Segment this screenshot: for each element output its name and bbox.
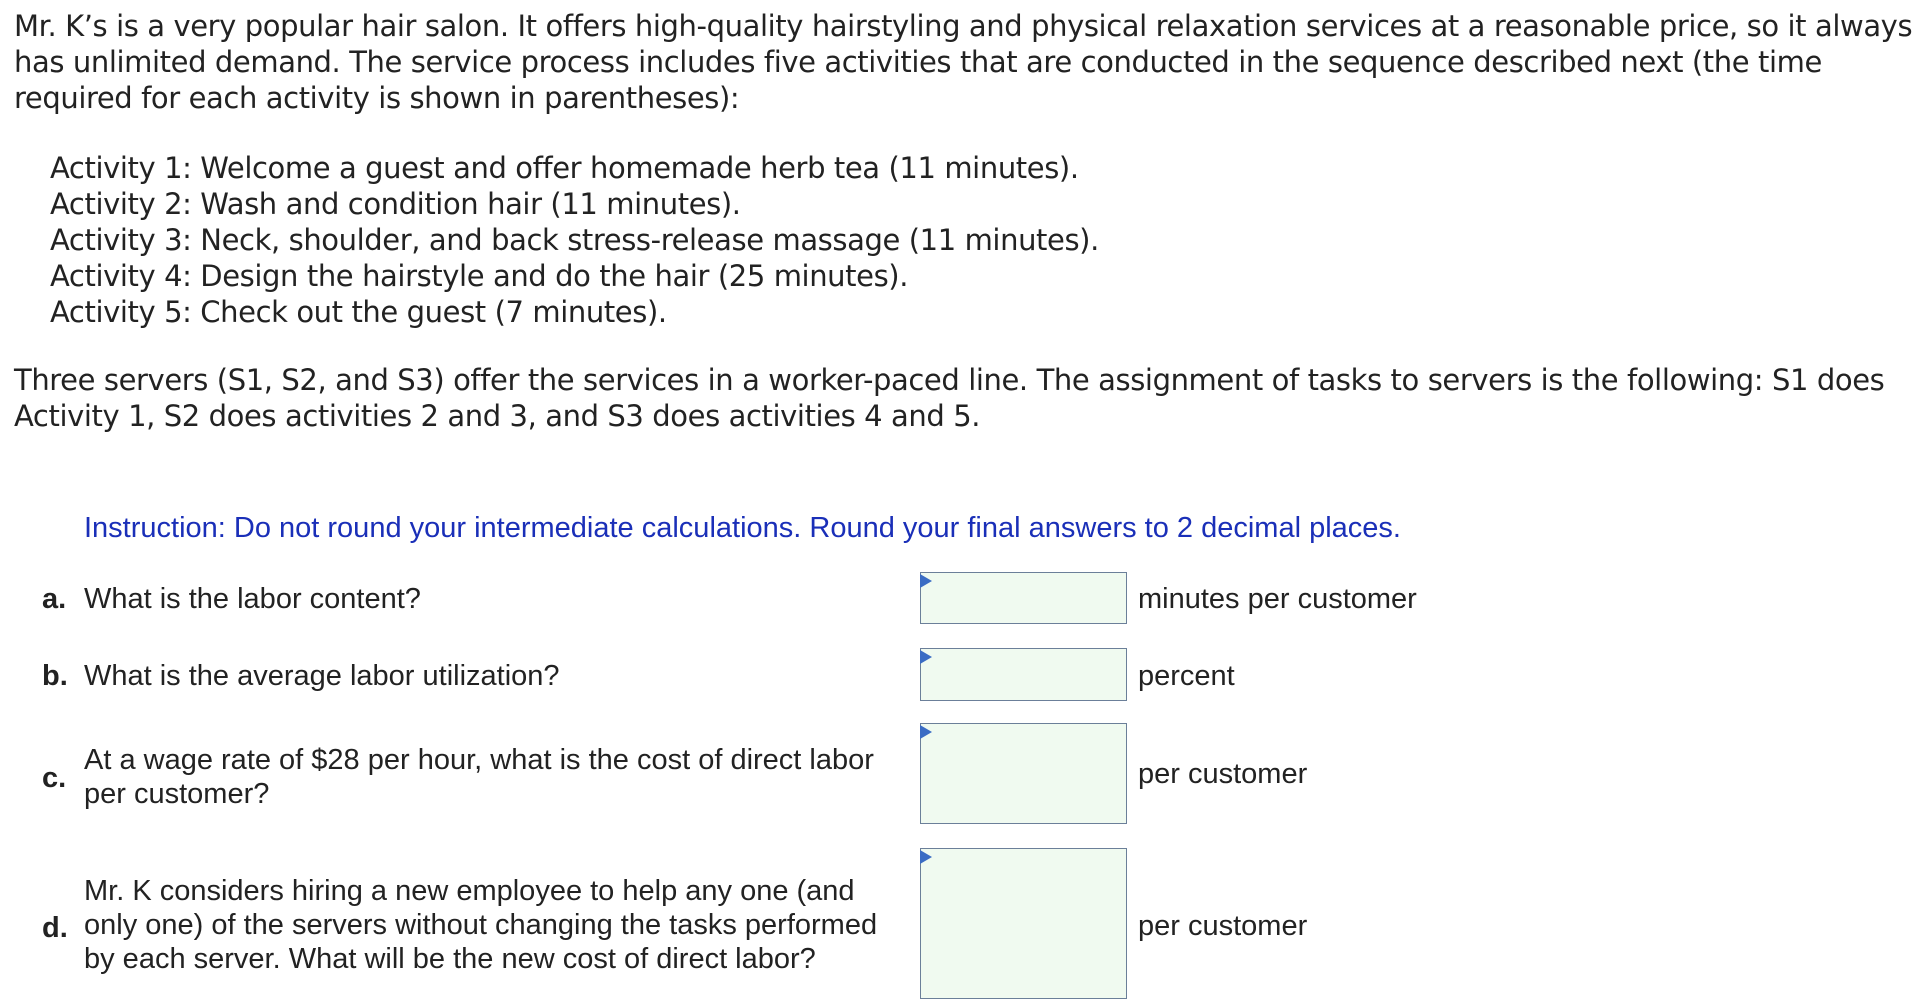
activity-item-4: Activity 4: Design the hairstyle and do the hair (25 minutes). bbox=[50, 259, 909, 293]
answer-box-b[interactable] bbox=[920, 648, 1127, 701]
question-a-letter: a. bbox=[42, 583, 67, 615]
activity-item-5: Activity 5: Check out the guest (7 minutes). bbox=[50, 295, 667, 329]
activity-item-1: Activity 1: Welcome a guest and offer homemade herb tea (11 minutes). bbox=[50, 151, 1079, 185]
flag-icon bbox=[920, 574, 932, 588]
answer-input-a[interactable] bbox=[921, 573, 1126, 623]
answer-box-c[interactable] bbox=[920, 723, 1127, 824]
activity-item-2: Activity 2: Wash and condition hair (11 minutes). bbox=[50, 187, 741, 221]
unit-c: per customer bbox=[1138, 758, 1308, 790]
unit-b: percent bbox=[1138, 660, 1235, 692]
activity-list bbox=[50, 150, 1099, 330]
question-d-letter: d. bbox=[42, 912, 68, 944]
answer-input-d[interactable] bbox=[921, 849, 1126, 998]
question-b-text: What is the average labor utilization? bbox=[84, 660, 560, 692]
unit-d: per customer bbox=[1138, 910, 1308, 942]
answer-input-b[interactable] bbox=[921, 649, 1126, 700]
answer-box-a[interactable] bbox=[920, 572, 1127, 624]
answer-box-d[interactable] bbox=[920, 848, 1127, 999]
question-c-text: At a wage rate of $28 per hour, what is the cost of direct labor per customer? bbox=[84, 744, 874, 810]
question-a-text: What is the labor content? bbox=[84, 583, 421, 615]
answer-input-c[interactable] bbox=[921, 724, 1126, 823]
problem-intro: Mr. K’s is a very popular hair salon. It offers high-quality hairstyling and physical relaxation services at a reasonable price, so it always has unlimited demand. The service process includes five activities that are conducted in the sequence described next (the time required for each activity is shown in parentheses): bbox=[14, 9, 1913, 115]
instruction-text: Instruction: Do not round your intermediate calculations. Round your final answers to 2 decimal places. bbox=[84, 512, 1401, 544]
question-c-letter: c. bbox=[42, 762, 67, 794]
question-d-text: Mr. K considers hiring a new employee to help any one (and only one) of the servers without changing the tasks performed by each server. What will be the new cost of direct labor? bbox=[84, 875, 878, 975]
unit-a: minutes per customer bbox=[1138, 583, 1417, 615]
flag-icon bbox=[920, 725, 932, 739]
activity-item-3: Activity 3: Neck, shoulder, and back stress-release massage (11 minutes). bbox=[50, 223, 1099, 257]
servers-description: Three servers (S1, S2, and S3) offer the services in a worker-paced line. The assignment of tasks to servers is the following: S1 does Activity 1, S2 does activities 2 and 3, and S3 does activities 4 and 5. bbox=[14, 363, 1885, 433]
flag-icon bbox=[920, 850, 932, 864]
question-b-letter: b. bbox=[42, 660, 68, 692]
flag-icon bbox=[920, 650, 932, 664]
